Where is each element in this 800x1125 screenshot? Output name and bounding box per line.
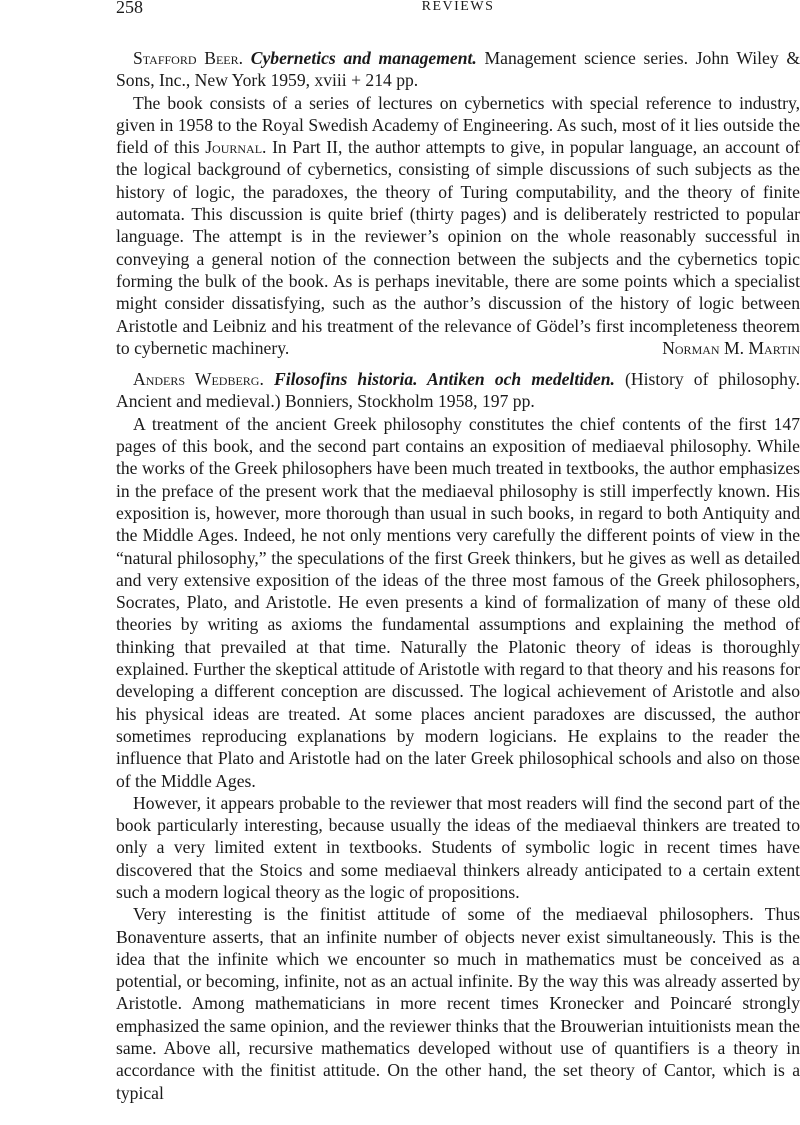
review-paragraph: Very interesting is the finitist attitude of some of the mediaeval philosophers. Thus Bonaventure asserts, that an infinite number of objects never exist simultaneously. This is the idea that the infinite which we encounter so much in mathematics must be conceived as a potential, or becoming, infinite, not as an actual infinite. By the way this was already asserted by Aristotle. Among mathematicians in more recent times Kronecker and Poincaré strongly emphasized the same opinion, and the reviewer thinks that the Brouwerian intuitionists mean the same. Above all, recursive mathematics developed without use of quantifiers is a theory in accordance with the finitist attitude. On the other hand, the set theory of Cantor, which is a typical: [116, 904, 800, 1103]
text-column: [116, 47, 800, 1104]
citation-details: Management science series. John Wiley & Sons, Inc., New York 1959, xviii + 214 pp.: [116, 48, 800, 91]
citation-wedberg: [116, 368, 800, 413]
book-title: Cybernetics and management.: [250, 48, 477, 68]
citation-details: (History of philosophy. Ancient and medieval.) Bonniers, Stockholm 1958, 197 pp.: [116, 369, 800, 412]
journal-name: Journal: [205, 137, 263, 158]
review-wedberg: [116, 368, 800, 1104]
page-number: 258: [116, 0, 143, 17]
review-separator: [116, 359, 800, 368]
running-title: REVIEWS: [421, 0, 495, 14]
review-paragraph: However, it appears probable to the reviewer that most readers will find the second part of the book particularly interesting, because usually the ideas of the mediaeval thinkers are treated to only a very limited extent in textbooks. Students of symbolic logic in recent times have discovered that the Stoics and some mediaeval thinkers already anticipated to a certain extent such a modern logical theory as the logic of propositions.: [116, 792, 800, 902]
review-paragraph: A treatment of the ancient Greek philosophy constitutes the chief contents of the first 147 pages of this book, and the second part contains an exposition of mediaeval philosophy. While the works of the Greek philosophers have been much treated in textbooks, the author emphasizes in the preface of the present work that the mediaeval philosophy is still imperfectly known. His exposition is, however, more thorough than usual in such books, in regard to both Antiquity and the Middle Ages. Indeed, he not only mentions very carefully the different points of view in the “natural philosophy,” the speculations of the first Greek thinkers, but he gives as well as detailed and very extensive exposition of the ideas of the three most famous of the Greek philosophers, Socrates, Plato, and Aristotle. He even presents a kind of formalization of many of these old theories by writing as axioms the fundamental assumptions and explaining the method of thinking that prevailed at that time. Naturally the Platonic theory of ideas is thoroughly explained. Further the skeptical attitude of Aristotle with regard to that theory and his reasons for developing a different conception are discussed. The logical achievement of Aristotle and also his physical ideas are treated. At some places ancient paradoxes are discussed, the author sometimes reproducing explanations by modern logicians. He explains to the reader the influence that Plato and Aristotle had on the later Greek philosophical schools and also on those of the Middle Ages.: [116, 413, 800, 791]
review-author: Anders Wedberg.: [133, 369, 264, 390]
book-title: Filosofins historia. Antiken och medeltiden.: [273, 369, 615, 390]
review-paragraph: The book consists of a series of lectures on cybernetics with special reference to industry, given in 1958 to the Royal Swedish Academy of Engineering. As such, most of it lies outside the field of this Journal. In Part II, the author attempts to give, in popular language, an account of the logical background of cybernetics, consisting of simple discussions of such subjects as the history of logic, the paradoxes, the theory of Turing computability, and the theory of finite automata. This discussion is quite brief (thirty pages) and is deliberately restricted to popular language. The attempt is in the reviewer’s opinion on the whole reasonably successful in conveying a general notion of the connection between the subjects and the cybernetics topic forming the bulk of the book. As is perhaps inevitable, there are some points which a specialist might consider dissatisfying, such as the author’s discussion of the history of logic between Aristotle and Leibniz and his treatment of the relevance of Gödel’s first incompleteness theorem to cybernetic machinery. Norman M. Martin: [116, 92, 800, 358]
reviewer-signature: Norman M. Martin: [662, 337, 800, 358]
citation-beer: [116, 47, 800, 92]
review-beer: [116, 47, 800, 359]
page-header: [116, 0, 800, 20]
review-author: Stafford Beer.: [133, 48, 244, 68]
